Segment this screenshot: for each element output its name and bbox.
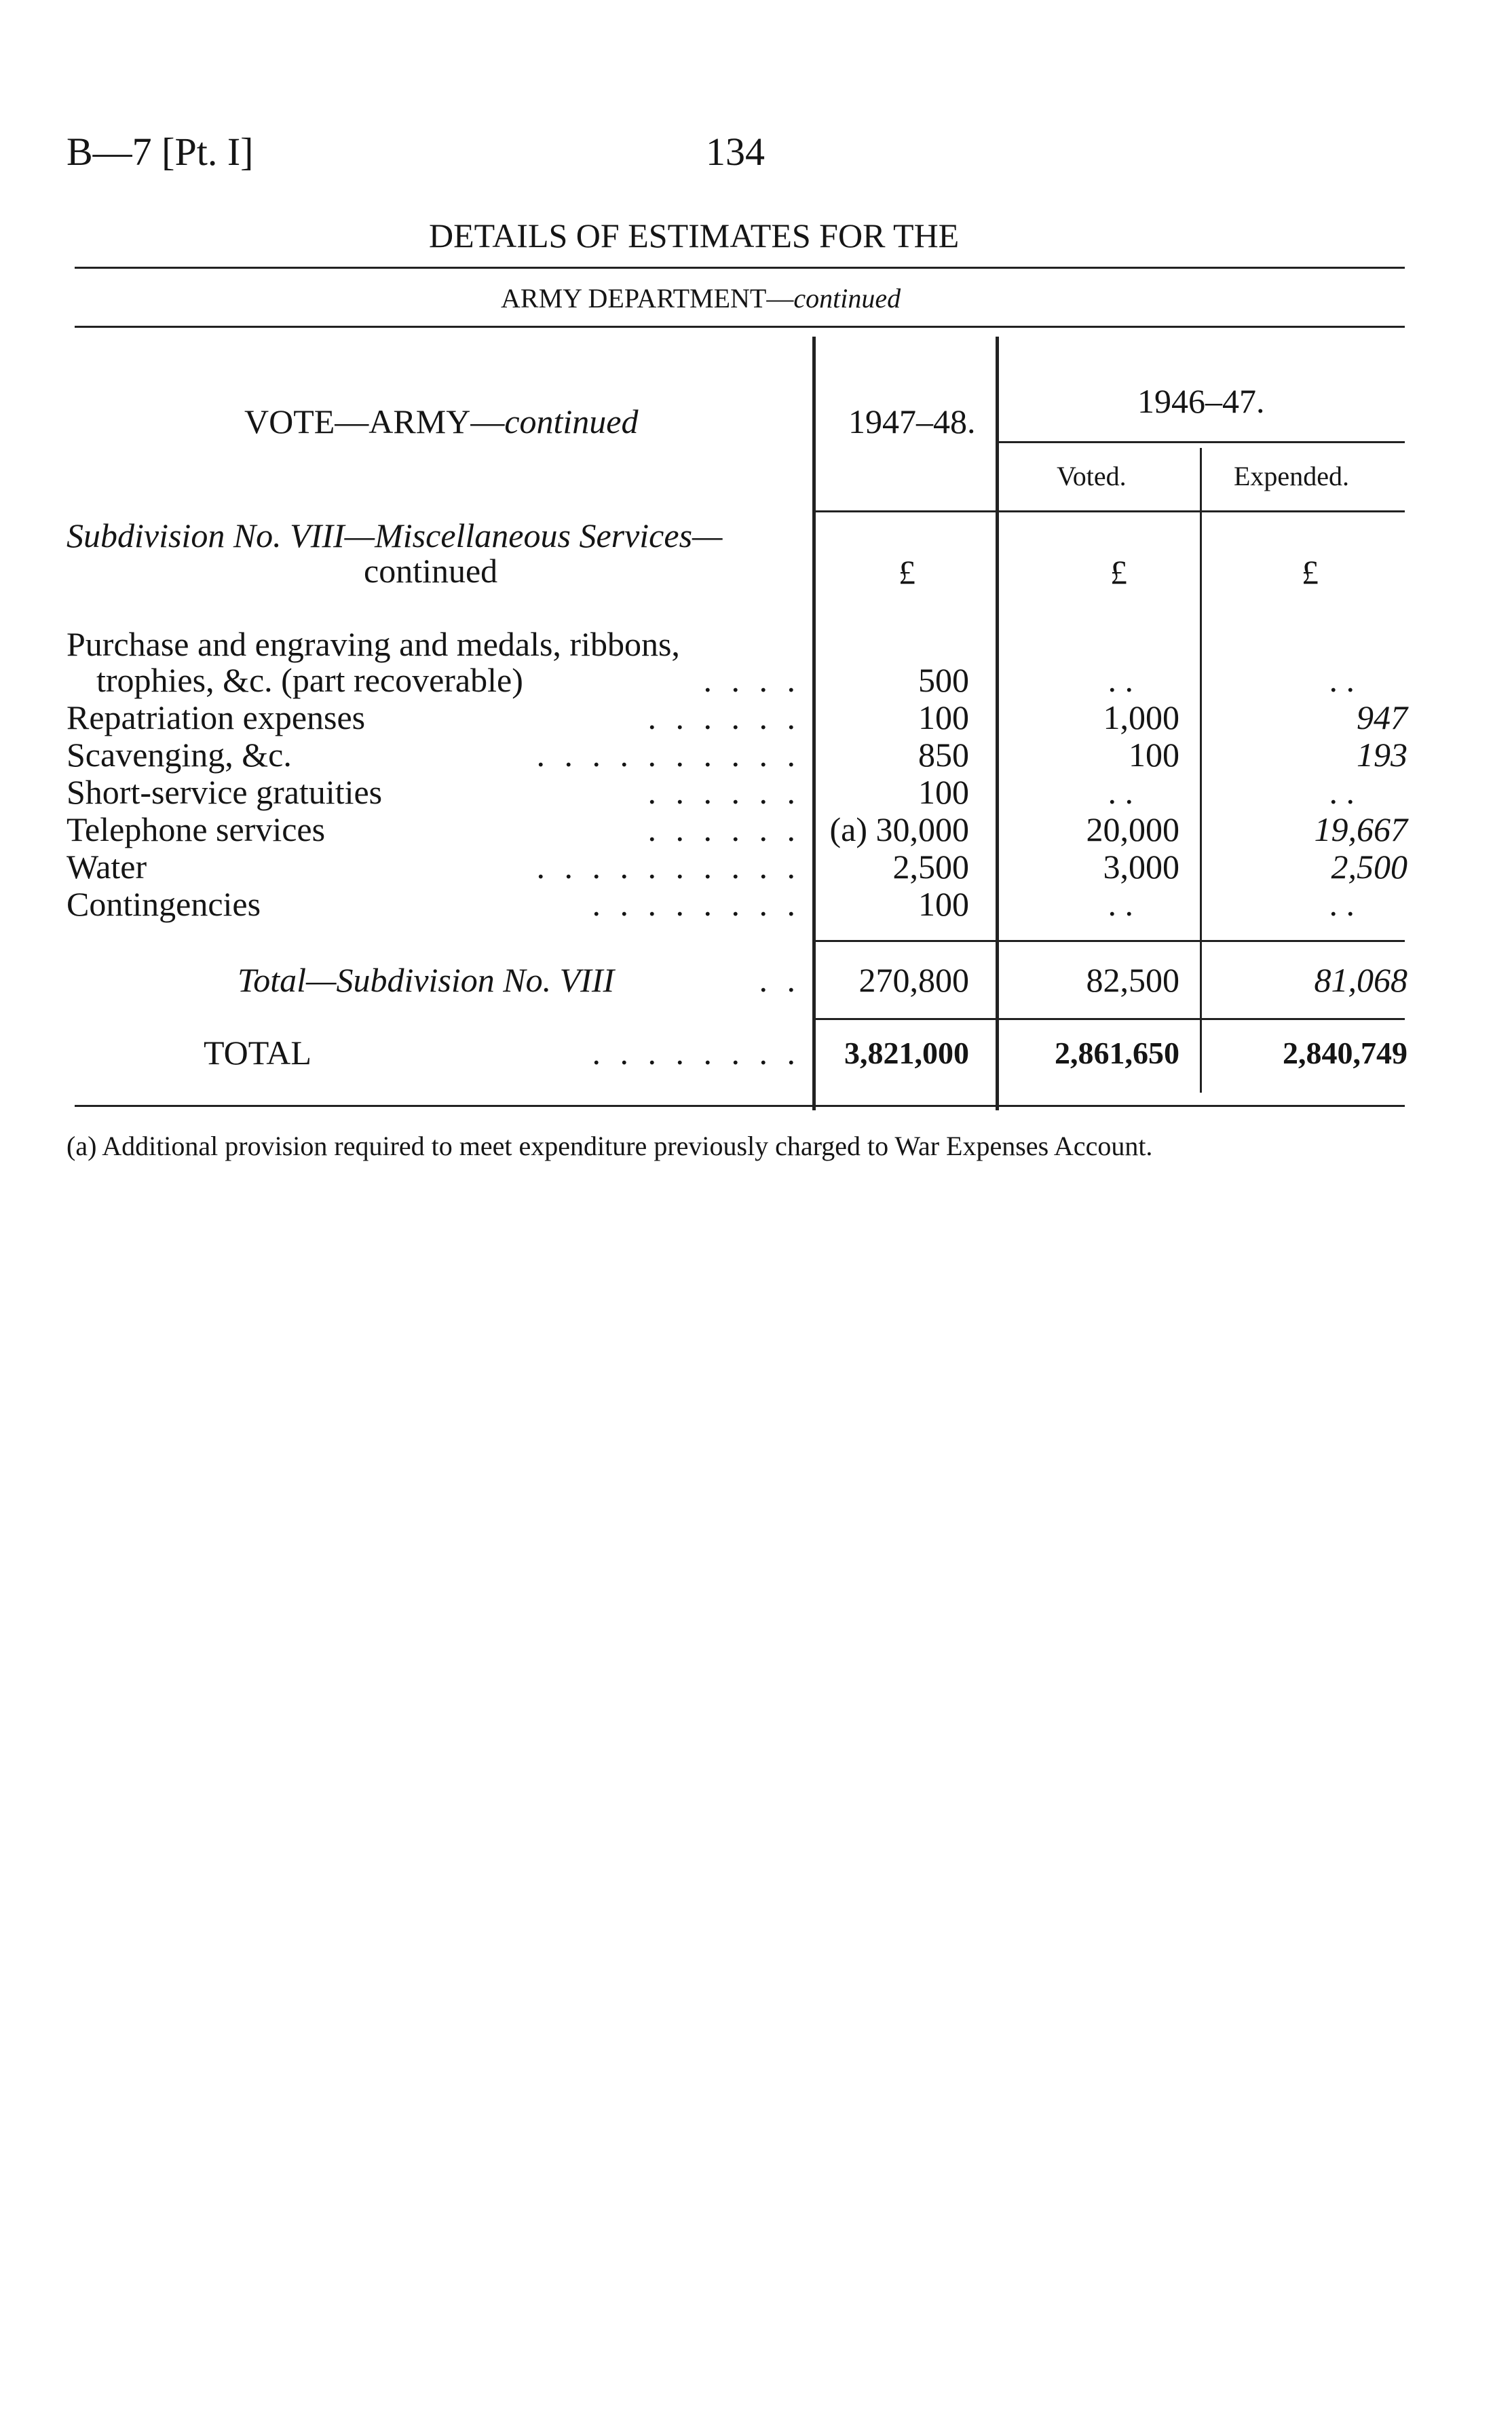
year-header-rule bbox=[996, 441, 1405, 443]
row-label: Water bbox=[67, 848, 147, 886]
vote-heading-main: VOTE—ARMY— bbox=[244, 402, 505, 440]
total-rule bbox=[812, 1018, 1405, 1020]
row-value-expended: . . bbox=[1329, 661, 1355, 699]
column-header-rule bbox=[812, 510, 1405, 512]
currency-voted: £ bbox=[1110, 553, 1127, 591]
row-value-voted: 3,000 bbox=[1103, 848, 1179, 886]
subtotal-value-expended: 81,068 bbox=[1314, 961, 1407, 999]
row-value-voted: 1,000 bbox=[1103, 698, 1179, 736]
row-value-voted: . . bbox=[1108, 773, 1133, 811]
column-header-expended: Expended. bbox=[1234, 461, 1349, 491]
row-leader-dots: . . . . . . bbox=[647, 773, 801, 811]
column-header-voted: Voted. bbox=[1057, 461, 1127, 491]
department-subtitle bbox=[501, 282, 901, 314]
row-label: Purchase and engraving and medals, ribbons, bbox=[67, 625, 680, 663]
row-value-expended: . . bbox=[1329, 773, 1355, 811]
column-header-1946-47: 1946–47. bbox=[1137, 382, 1265, 420]
subtitle-main: ARMY DEPARTMENT— bbox=[501, 283, 794, 314]
row-leader-dots: . . . . . . . . . . bbox=[536, 736, 801, 774]
total-value-expended: 2,840,749 bbox=[1283, 1036, 1407, 1070]
total-label: TOTAL bbox=[204, 1034, 311, 1072]
table-bottom-rule bbox=[75, 1105, 1405, 1107]
row-value-1947-48: 2,500 bbox=[892, 848, 969, 886]
row-value-voted: . . bbox=[1108, 885, 1133, 923]
title-rule bbox=[75, 267, 1405, 269]
subtotal-label: Total—Subdivision No. VIII bbox=[238, 961, 615, 999]
row-value-expended: . . bbox=[1329, 885, 1355, 923]
row-leader-dots: . . . . . . . . bbox=[592, 885, 801, 923]
column-divider-right bbox=[1200, 448, 1202, 1093]
total-value-voted: 2,861,650 bbox=[1055, 1036, 1179, 1070]
row-value-expended: 193 bbox=[1357, 736, 1407, 774]
subtitle-italic: continued bbox=[793, 283, 901, 314]
row-value-1947-48: (a) 30,000 bbox=[829, 810, 969, 848]
row-value-voted: 20,000 bbox=[1086, 810, 1179, 848]
row-value-1947-48: 100 bbox=[918, 885, 969, 923]
total-leader-dots: . . . . . . . . bbox=[592, 1034, 801, 1072]
subtitle-rule bbox=[75, 326, 1405, 328]
row-leader-dots: . . . . . . bbox=[647, 698, 801, 736]
subtotal-rule bbox=[812, 940, 1405, 942]
subtotal-leader-dots: . . bbox=[759, 961, 801, 999]
subtotal-value-voted: 82,500 bbox=[1086, 961, 1179, 999]
page-reference: B—7 [Pt. I] bbox=[67, 130, 254, 174]
column-divider-left bbox=[812, 337, 816, 1110]
row-value-expended: 2,500 bbox=[1331, 848, 1407, 886]
row-leader-dots: . . . . . . . . . . bbox=[536, 848, 801, 886]
footnote: (a) Additional provision required to meet expenditure previously charged to War Expenses Account. bbox=[67, 1131, 1153, 1161]
vote-heading-italic: continued bbox=[504, 402, 639, 440]
column-header-1947-48: 1947–48. bbox=[848, 402, 976, 440]
subdivision-heading: Subdivision No. VIII—Miscellaneous Services— bbox=[67, 516, 723, 554]
column-divider-middle bbox=[996, 337, 999, 1110]
page-number: 134 bbox=[706, 130, 765, 174]
row-label: Contingencies bbox=[67, 885, 261, 923]
row-value-1947-48: 850 bbox=[918, 736, 969, 774]
row-value-1947-48: 100 bbox=[918, 698, 969, 736]
row-label: Short-service gratuities bbox=[67, 773, 383, 811]
row-leader-dots: . . . . bbox=[703, 661, 801, 699]
document-title: DETAILS OF ESTIMATES FOR THE bbox=[429, 216, 960, 255]
row-value-voted: . . bbox=[1108, 661, 1133, 699]
row-value-expended: 947 bbox=[1357, 698, 1407, 736]
row-label: Repatriation expenses bbox=[67, 698, 366, 736]
vote-heading bbox=[244, 402, 639, 441]
row-value-voted: 100 bbox=[1129, 736, 1179, 774]
subtotal-value-1947-48: 270,800 bbox=[858, 961, 969, 999]
row-label-continued: trophies, &c. (part recoverable) bbox=[96, 661, 523, 699]
subdivision-continued: continued bbox=[364, 552, 498, 590]
row-value-1947-48: 100 bbox=[918, 773, 969, 811]
currency-1947-48: £ bbox=[899, 553, 915, 591]
row-leader-dots: . . . . . . bbox=[647, 810, 801, 848]
row-value-expended: 19,667 bbox=[1314, 810, 1407, 848]
row-label: Telephone services bbox=[67, 810, 326, 848]
row-value-1947-48: 500 bbox=[918, 661, 969, 699]
total-value-1947-48: 3,821,000 bbox=[844, 1036, 969, 1070]
row-label: Scavenging, &c. bbox=[67, 736, 292, 774]
currency-expended: £ bbox=[1302, 553, 1319, 591]
